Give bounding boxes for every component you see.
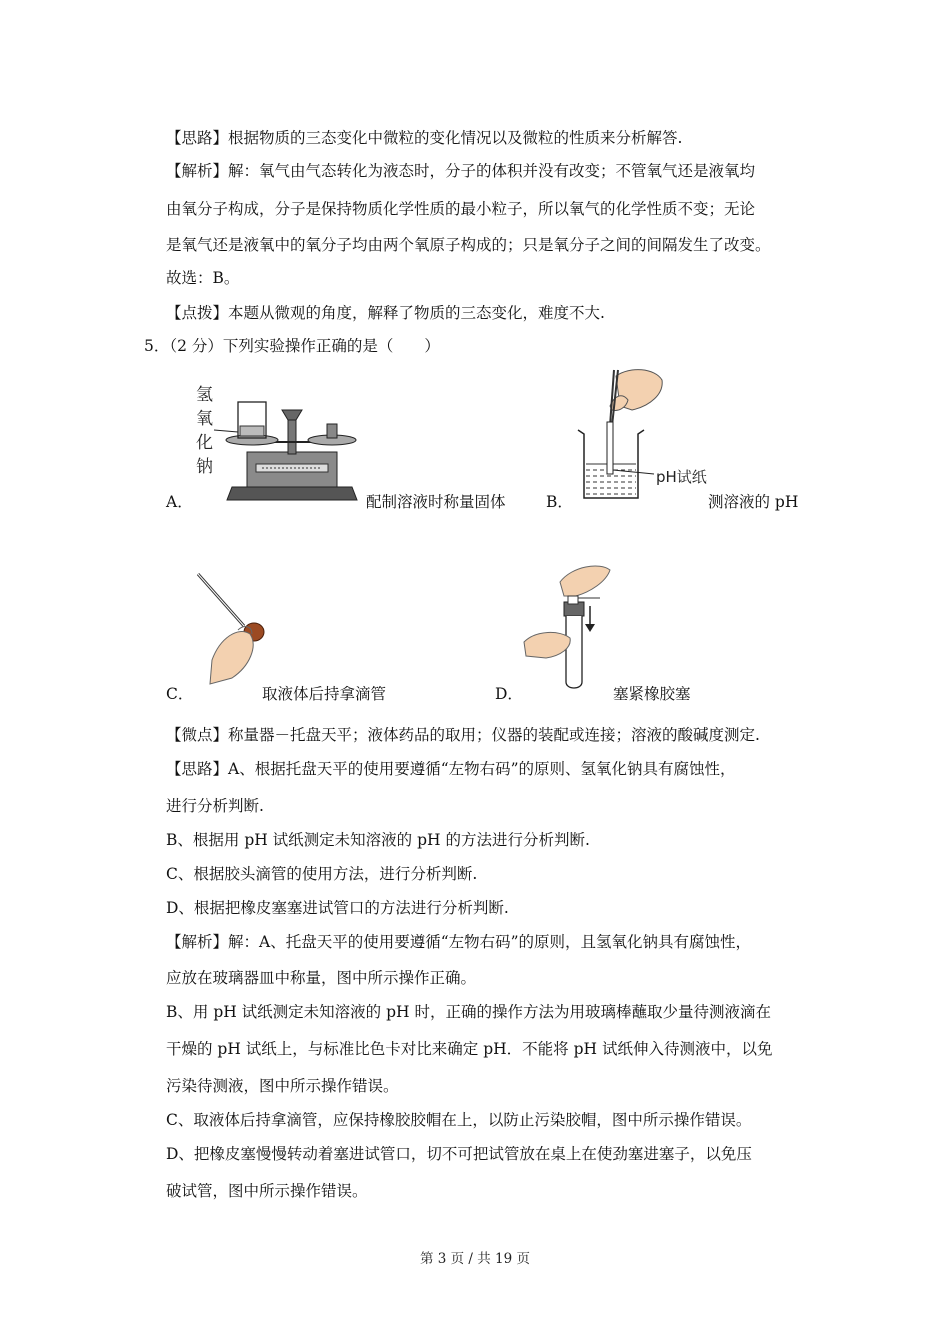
analysis-line-9: B、用 pH 试纸测定未知溶液的 pH 时，正确的操作方法为用玻璃棒蘸取少量待测液滴在 [166, 1003, 771, 1021]
stopper-figure [520, 562, 615, 694]
text-line-2: 【解析】解：氧气由气态转化为液态时，分子的体积并没有改变；不管氧气还是液氧均 [166, 162, 756, 180]
analysis-line-5: C、根据胶头滴管的使用方法，进行分析判断. [166, 865, 478, 883]
option-d-letter: D． [495, 685, 523, 703]
analysis-line-12: C、取液体后持拿滴管，应保持橡胶胶帽在上，以防止污染胶帽，图中所示操作错误。 [166, 1111, 752, 1129]
analysis-line-4: B、根据用 pH 试纸测定未知溶液的 pH 的方法进行分析判断. [166, 831, 590, 849]
option-d-caption: 塞紧橡胶塞 [613, 685, 691, 703]
analysis-line-2: 【思路】A、根据托盘天平的使用要遵循“左物右码”的原则、氢氧化钠具有腐蚀性， [166, 760, 736, 778]
naoh-char-4: 钠 [196, 457, 213, 477]
analysis-line-10: 干燥的 pH 试纸上，与标准比色卡对比来确定 pH．不能将 pH 试纸伸入待测液中，以免 [166, 1040, 773, 1058]
naoh-char-3: 化 [196, 433, 213, 453]
option-a-letter: A． [166, 493, 193, 511]
naoh-char-1: 氢 [196, 385, 213, 405]
analysis-line-8: 应放在玻璃器皿中称量，图中所示操作正确。 [166, 969, 477, 987]
analysis-line-3: 进行分析判断. [166, 797, 264, 815]
question-5-title: 5．（2 分）下列实验操作正确的是（ ） [144, 337, 440, 355]
analysis-line-6: D、根据把橡皮塞塞进试管口的方法进行分析判断. [166, 899, 509, 917]
ph-paper-label: pH试纸 [656, 468, 707, 486]
naoh-char-2: 氧 [196, 409, 213, 429]
option-b-caption: 测溶液的 pH [708, 493, 799, 511]
option-a-caption: 配制溶液时称量固体 [366, 493, 506, 511]
text-line-6: 【点拨】本题从微观的角度，解释了物质的三态变化，难度不大. [166, 304, 605, 322]
page-footer: 第 3 页 / 共 19 页 [419, 1251, 531, 1267]
analysis-line-7: 【解析】解：A、托盘天平的使用要遵循“左物右码”的原则，且氢氧化钠具有腐蚀性， [166, 933, 752, 951]
analysis-line-11: 污染待测液，图中所示操作错误。 [166, 1077, 399, 1095]
analysis-line-13: D、把橡皮塞慢慢转动着塞进试管口，切不可把试管放在桌上在使劲塞进塞子，以免压 [166, 1145, 752, 1163]
text-line-4: 是氧气还是液氧中的氧分子均由两个氧原子构成的；只是氧分子之间的间隔发生了改变。 [166, 236, 771, 254]
balance-figure [192, 382, 367, 504]
option-b-letter: B． [546, 493, 573, 511]
dropper-figure [192, 568, 272, 688]
analysis-line-1: 【微点】称量器－托盘天平；液体药品的取用；仪器的装配或连接；溶液的酸碱度测定. [166, 726, 760, 744]
text-line-5: 故选：B。 [166, 269, 240, 287]
option-c-letter: C． [166, 685, 194, 703]
analysis-line-14: 破试管，图中所示操作错误。 [166, 1182, 368, 1200]
option-c-caption: 取液体后持拿滴管 [262, 685, 387, 703]
ph-paper-figure [570, 366, 710, 506]
text-line-1: 【思路】根据物质的三态变化中微粒的变化情况以及微粒的性质来分析解答. [166, 129, 683, 147]
text-line-3: 由氧分子构成，分子是保持物质化学性质的最小粒子，所以氧气的化学性质不变；无论 [166, 200, 756, 218]
